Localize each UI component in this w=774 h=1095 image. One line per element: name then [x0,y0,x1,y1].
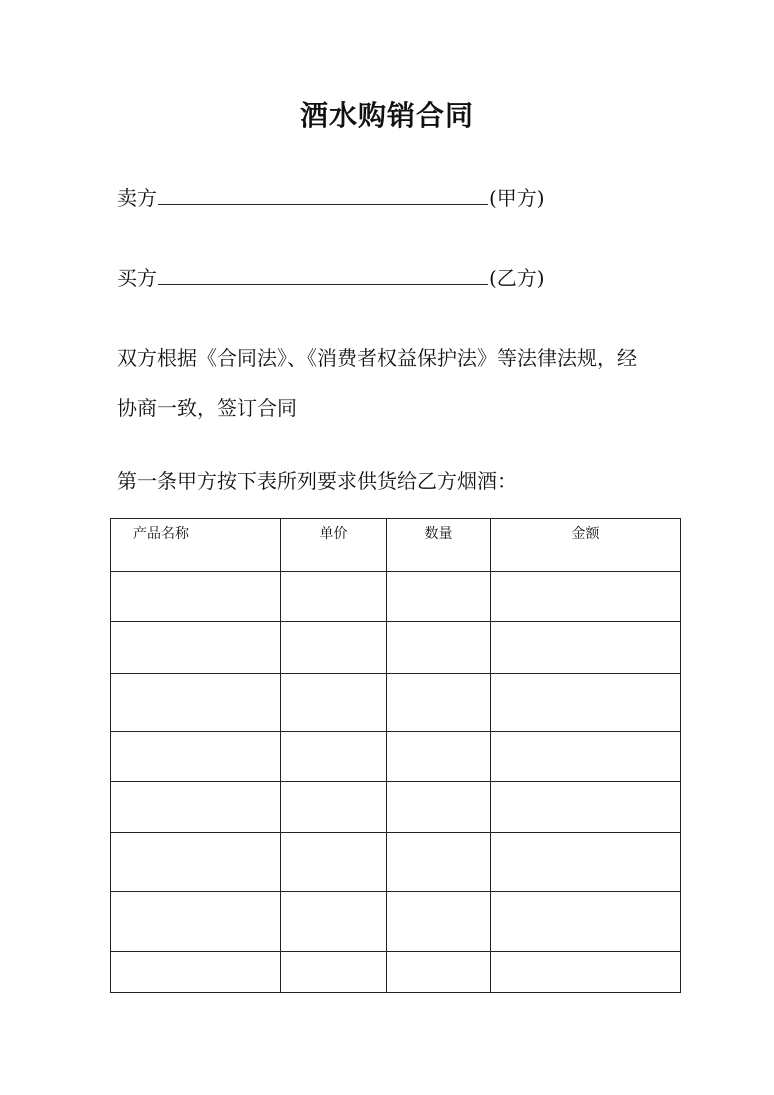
intro-line-1: 双方根据《合同法》、《消费者权益保护法》等法律法规，经 [117,346,637,370]
cell-product-name[interactable] [111,622,281,674]
cell-product-name[interactable] [111,892,281,952]
table-row [111,732,681,782]
cell-unit-price[interactable] [281,572,387,622]
cell-product-name[interactable] [111,782,281,833]
cell-amount[interactable] [491,782,681,833]
table-row [111,892,681,952]
buyer-label: 买方 [117,266,157,290]
buyer-line [117,262,545,292]
goods-table [110,518,681,993]
cell-quantity[interactable] [387,782,491,833]
cell-quantity[interactable] [387,572,491,622]
table-header-row [111,519,681,572]
cell-amount[interactable] [491,952,681,993]
cell-product-name[interactable] [111,674,281,732]
buyer-suffix: (乙方) [489,266,545,290]
cell-quantity[interactable] [387,674,491,732]
cell-amount[interactable] [491,732,681,782]
cell-amount[interactable] [491,572,681,622]
cell-quantity[interactable] [387,622,491,674]
cell-amount[interactable] [491,833,681,892]
buyer-blank [158,262,488,285]
cell-quantity[interactable] [387,732,491,782]
seller-line [117,182,545,212]
contract-title: 酒水购销合同 [299,99,474,132]
header-quantity: 数量 [387,519,491,572]
cell-unit-price[interactable] [281,782,387,833]
cell-amount[interactable] [491,622,681,674]
cell-unit-price[interactable] [281,674,387,732]
article-1: 第一条甲方按下表所列要求供货给乙方烟酒： [117,469,517,493]
cell-unit-price[interactable] [281,892,387,952]
table-row [111,952,681,993]
cell-unit-price[interactable] [281,732,387,782]
table-row [111,622,681,674]
seller-label: 卖方 [117,186,157,210]
header-amount: 金额 [491,519,681,572]
cell-product-name[interactable] [111,732,281,782]
cell-amount[interactable] [491,892,681,952]
cell-quantity[interactable] [387,952,491,993]
cell-product-name[interactable] [111,833,281,892]
cell-unit-price[interactable] [281,622,387,674]
table-row [111,782,681,833]
table-row [111,674,681,732]
cell-product-name[interactable] [111,952,281,993]
intro-line-2: 协商一致，签订合同 [117,396,297,420]
table-row [111,572,681,622]
seller-suffix: (甲方) [489,186,545,210]
cell-quantity[interactable] [387,833,491,892]
cell-unit-price[interactable] [281,952,387,993]
intro-paragraph [117,333,677,433]
cell-unit-price[interactable] [281,833,387,892]
table-row [111,833,681,892]
header-product-name: 产品名称 [111,519,281,572]
cell-product-name[interactable] [111,572,281,622]
cell-quantity[interactable] [387,892,491,952]
header-unit-price: 单价 [281,519,387,572]
seller-blank [158,182,488,205]
cell-amount[interactable] [491,674,681,732]
